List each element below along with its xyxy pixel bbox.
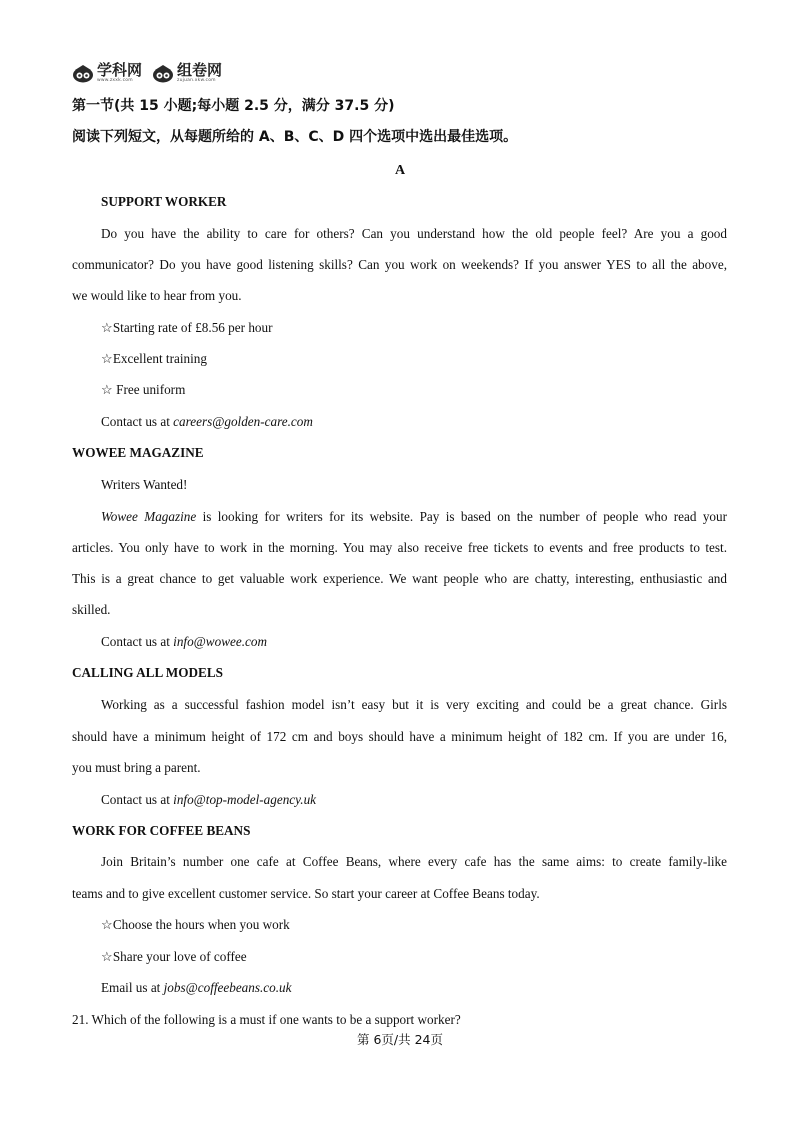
ad-heading-calling-all-models: CALLING ALL MODELS bbox=[72, 665, 223, 680]
contact-prefix: Contact us at bbox=[101, 634, 174, 649]
ad-heading-wowee-magazine: WOWEE MAGAZINE bbox=[72, 445, 204, 460]
ad-heading-coffee-beans: WORK FOR COFFEE BEANS bbox=[72, 823, 251, 838]
coffee-benefit-item: ☆Share your love of coffee bbox=[101, 949, 247, 964]
logo-text: 组卷网 bbox=[177, 60, 223, 79]
xuekewang-logo bbox=[72, 60, 143, 84]
contact-email: info@wowee.com bbox=[173, 634, 267, 649]
coffee-benefit-item: ☆Choose the hours when you work bbox=[101, 917, 290, 932]
support-text-line: communicator? Do you have good listening skills? Can you work on weekends? If you answer YES to all the above, bbox=[72, 257, 727, 272]
logo-text: 学科网 bbox=[97, 60, 143, 79]
zujuanwang-logo bbox=[152, 60, 223, 84]
logo-subtext: zujuan.xkw.com bbox=[177, 77, 216, 83]
coffee-contact bbox=[101, 981, 292, 994]
wowee-text-line: This is a great chance to get valuable work experience. We want people who are chatty, interesting, enthusiastic and bbox=[72, 571, 727, 586]
passage-label: A bbox=[394, 163, 406, 178]
wowee-text-line: skilled. bbox=[72, 602, 111, 617]
magazine-name: Wowee Magazine bbox=[101, 509, 197, 524]
mascot-icon bbox=[152, 63, 174, 83]
mascot-icon bbox=[72, 63, 94, 83]
question-21: 21. Which of the following is a must if one wants to be a support worker? bbox=[72, 1012, 461, 1027]
support-text-line: Do you have the ability to care for others? Can you understand how the old people feel? Are you a good bbox=[101, 226, 727, 241]
section-instruction: 阅读下列短文，从每题所给的 A、B、C、D 四个选项中选出最佳选项。 bbox=[72, 129, 518, 145]
models-text-line: Working as a successful fashion model isn’t easy but it is very exciting and could be a great chance. Girls bbox=[101, 697, 727, 712]
page-footer: 第 6页/共 24页 bbox=[356, 1032, 444, 1047]
support-contact bbox=[101, 415, 313, 428]
wowee-text-line: articles. You only have to work in the morning. You may also receive free tickets to events and free products to test. bbox=[72, 540, 727, 555]
support-benefit-item: ☆ Free uniform bbox=[101, 382, 186, 397]
contact-email: careers@golden-care.com bbox=[173, 414, 313, 429]
contact-email: info@top-model-agency.uk bbox=[173, 792, 317, 807]
support-benefit-item: ☆Excellent training bbox=[101, 351, 207, 366]
ad-heading-support-worker: SUPPORT WORKER bbox=[101, 194, 227, 209]
wowee-contact bbox=[101, 635, 267, 648]
models-contact bbox=[101, 793, 316, 806]
models-text-line: should have a minimum height of 172 cm and boys should have a minimum height of 182 cm. If you are under 16, bbox=[72, 729, 727, 744]
section-title: 第一节(共 15 小题;每小题 2.5 分，满分 37.5 分) bbox=[72, 98, 395, 114]
wowee-text-line bbox=[101, 510, 727, 523]
contact-email: jobs@coffeebeans.co.uk bbox=[163, 980, 292, 995]
contact-prefix: Contact us at bbox=[101, 414, 174, 429]
header-logos bbox=[72, 60, 222, 86]
contact-prefix: Email us at bbox=[101, 980, 164, 995]
models-text-line: you must bring a parent. bbox=[72, 760, 201, 775]
support-text-line: we would like to hear from you. bbox=[72, 288, 242, 303]
wowee-text-rest: is looking for writers for its website. Pay is based on the number of people who read your bbox=[196, 509, 727, 524]
coffee-text-line: Join Britain’s number one cafe at Coffee Beans, where every cafe has the same aims: to create family-like bbox=[101, 854, 727, 869]
wowee-subheading: Writers Wanted! bbox=[101, 477, 188, 492]
logo-subtext: www.zxxk.com bbox=[97, 77, 133, 83]
contact-prefix: Contact us at bbox=[101, 792, 174, 807]
coffee-text-line: teams and to give excellent customer service. So start your career at Coffee Beans today. bbox=[72, 886, 540, 901]
support-benefit-item: ☆Starting rate of £8.56 per hour bbox=[101, 320, 273, 335]
